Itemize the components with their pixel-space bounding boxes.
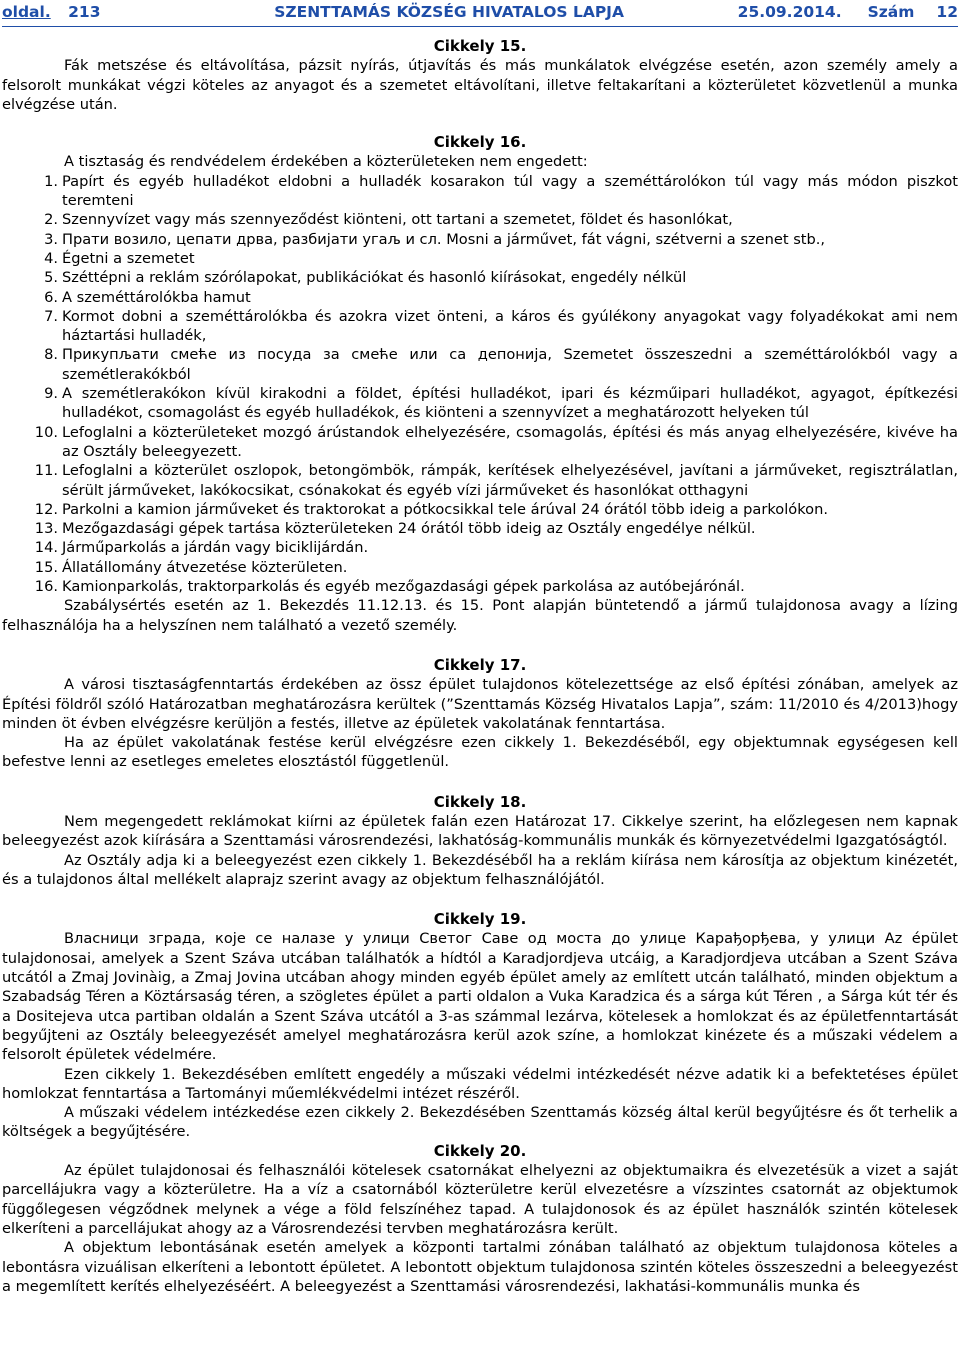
list-item (2, 172, 958, 211)
list-item-text: Mezőgazdasági gépek tartása közterületeken 24 órától több ideig az Osztály engedélye nélkül. (62, 520, 756, 538)
list-item (2, 558, 958, 577)
list-item-text: Papírt és egyéb hulladékot eldobni a hulladék kosarakon túl vagy a szeméttárolókon túl vagy más módon piszkot teremteni (62, 172, 958, 210)
issue-info (738, 2, 958, 26)
article-17-title: Cikkely 17. (433, 655, 527, 674)
list-item-number: 12. (34, 500, 58, 518)
list-item-number: 6. (44, 288, 58, 306)
list-item-number: 4. (44, 249, 58, 267)
publication-title: SZENTTAMÁS KÖZSÉG HIVATALOS LAPJA (274, 3, 624, 21)
list-item-text: Lefoglalni a közterületeket mozgó árústandok elhelyezésére, csomagolás, építési és más anyag elhelyezésére, kivéve ha az Osztály beleegyezett. (62, 423, 958, 460)
list-item-number: 13. (34, 520, 58, 538)
list-item-number: 15. (34, 558, 58, 576)
page-label (2, 2, 100, 26)
list-item-number: 11. (34, 462, 58, 480)
list-item-text: Прати возило, цепати дрва, разбијати угаљ и сл. Mosni a járművet, fát vágni, szétverni a szenet stb., (62, 230, 826, 248)
article-17-paragraph-2: Ha az épület vakolatának festése kerül elvégzésre ezen cikkely 1. Bekezdéséből, egy objektumnak egységesen kell befestve lenni az esetleges emeletes elosztástól függetlenül. (2, 734, 958, 771)
article-17-paragraph-1: A városi tisztaságfenntartás érdekében az össz épület tulajdonos kötelezettsége az első építési zónában, amelyek az Építési földről szóló Határozatban meghatározásra kerültek (”Szenttamás Község Hivatalos Lapja”, szám: 11/2010 és 4/2013)hogy minden öt évben elvégzésre kerüljön a festés, illetve az épületek vakolatának fenntartása. (2, 676, 958, 732)
list-item-text: Szennyvízet vagy más szennyeződést kiönteni, ott tartani a szemetet, földet és hasonlókat, (62, 211, 733, 229)
list-item-number: 7. (44, 307, 58, 325)
page-header (2, 0, 958, 27)
issue-label: Szám (867, 3, 915, 21)
list-item (2, 307, 958, 346)
article-18-title: Cikkely 18. (433, 792, 527, 811)
list-item (2, 230, 958, 249)
page-label-text: oldal. (2, 3, 51, 21)
document-page (2, 0, 958, 1296)
article-20-paragraph-2: A objektum lebontásának esetén amelyek a központi tartalmi zónában található az objektum tulajdonosa köteles a lebontásra vizuálisan elkeríteni a lebontott épületet. A lebontott objektum tulajdonosa szintén köteles összeszedni a beleegyezést a megemlített kerítés elhelyezéséért. A beleegyezést a Szenttamási városrendezési, lakhatási-kommunális munka és (2, 1239, 958, 1295)
list-item-text: Прикупљати смеће из посуда за смеће или са депонија, Szemetet összeszedni a szeméttárolókból vagy a szemétlerakókból (62, 346, 958, 383)
list-item-text: Állatállomány átvezetése közterületen. (62, 558, 348, 576)
list-item (2, 538, 958, 557)
list-item-number: 5. (44, 269, 58, 287)
page-number: 213 (68, 3, 101, 21)
list-item (2, 577, 958, 596)
article-18-paragraph-1: Nem megengedett reklámokat kiírni az épületek falán ezen Határozat 17. Cikkelye szerint, ha előzlegesen nem kapnak beleegyezést azok kiírására a Szenttamási városrendezési, lakhatóság-kommunális munkák és környezetvédelmi Igazgatóságtól. (2, 812, 958, 850)
list-item (2, 423, 958, 462)
list-item (2, 384, 958, 423)
list-item (2, 268, 958, 287)
list-item (2, 519, 958, 538)
list-item-number: 3. (44, 230, 58, 248)
list-item-number: 14. (34, 539, 58, 557)
article-16-closing: Szabálysértés esetén az 1. Bekezdés 11.12.13. és 15. Pont alapján büntetendő a jármű tulajdonosa avagy a lízing felhasználója ha a helyszínen nem található a vezető személy. (2, 597, 958, 634)
list-item-text: Széttépni a reklám szórólapokat, publikációkat és hasonló kiírásokat, engedély nélkül (62, 269, 687, 287)
article-19-title: Cikkely 19. (433, 910, 527, 929)
list-item-text: Parkolni a kamion járműveket és traktorokat a pótkocsikkal tele árúval 24 órától több ideig a parkolókon. (62, 500, 828, 518)
issue-number: 12 (936, 3, 958, 21)
article-19-paragraph-1: Власници зграда, које се налазе у улици Светог Саве од моста до улице Карађорђева, у улици Az épület tulajdonosai, amelyek a Szent Száva utcában találhatók a hídtól a Karadjordjeva utcáig, a Karadjordjeva utcában a Szent Száva utcától a Zmaj Jovinàig, a Zmaj Jovina utcában ahogy minden egyéb épület amely az említett utcán található, minden objektum a Szabadság Téren a Köztársaság téren, a szögletes épület a parti oldalon a Vuka Karadzica és a sárga kút Téren , a Sárga kút tér és a Dositejeva utca partiban oldalán a Szent Száva utcától a 3-as számmal lezárva, kötelesek a homlokzat és az épületfenntartását begyűjteni az Osztály beleegyezését amelyel meghatározásra kerül azok színe, a homlokzat kinézete és a műszaki védelem a felsorolt épületek védelmére. (2, 930, 958, 1064)
list-item-text: Égetni a szemetet (62, 249, 195, 267)
issue-number-group (868, 2, 958, 26)
list-item-number: 10. (34, 423, 58, 441)
list-item (2, 461, 958, 500)
list-item-text: Kormot dobni a szeméttárolókba és azokra vizet önteni, a káros és gyúlékony anyagokat vagy folyadékokat ami nem háztartási hulladék, (62, 307, 958, 345)
list-item-number: 16. (34, 578, 58, 596)
list-item (2, 500, 958, 519)
article-16-title: Cikkely 16. (433, 133, 527, 152)
list-item (2, 345, 958, 384)
list-item-text: A szeméttárolókba hamut (62, 288, 251, 306)
article-15-text: Fák metszése és eltávolítása, pázsit nyírás, útjavítás és más munkálatok elvégzése esetén, azon személy amely a felsorolt munkákat végzi köteles az anyagot és a szemetet eltávolítani, illetve feltakarítani a közterületet közvetlenül a munka elvégzése után. (2, 57, 958, 113)
list-item-text: Kamionparkolás, traktorparkolás és egyéb mezőgazdasági gépek parkolása az autóbejárónál. (62, 578, 745, 596)
article-15-title: Cikkely 15. (433, 37, 527, 55)
article-16-intro: A tisztaság és rendvédelem érdekében a közterületeken nem engedett: (64, 153, 588, 171)
list-item-text: Lefoglalni a közterület oszlopok, betongömbök, rámpák, kerítések elhelyezésével, javítani a járműveket, regisztrálatlan, sérült járműveket, lakókocsikat, csónakokat és egyéb vízi járműveket és hasonlókat otthagyni (62, 462, 958, 499)
article-19-paragraph-3: A műszaki védelem intézkedése ezen cikkely 2. Bekezdésében Szenttamás község által kerül begyűjtésre és őt terhelik a költségek a begyűjtésére. (2, 1104, 958, 1141)
list-item (2, 210, 958, 229)
list-item (2, 249, 958, 268)
article-19-paragraph-2: Ezen cikkely 1. Bekezdésében említett engedély a műszaki védelmi intézkedését nézve adatik ki a befektetéses épület homlokzat fenntartása a Tartományi műemlékvédelmi intézet részéről. (2, 1065, 958, 1102)
article-16-list (2, 172, 958, 597)
article-20-paragraph-1: Az épület tulajdonosai és felhasználói kötelesek csatornákat elhelyezni az objektumaikra és elvezetésük a vizet a saját parcellájukra vagy a közterületre. Ha a víz a csatornából közterületre kerül elvezetésre a vízszintes csatornát az objektumok függőlegesen végződnek melynek a vége a föld felszínéhez tapad. A tulajdonosok és az épület használók szintén kötelesek elkeríteni a parcellájukat ahogy az a Városrendezési tervben meghatározásra került. (2, 1162, 958, 1237)
list-item (2, 288, 958, 307)
list-item-text: A szemétlerakókon kívül kirakodni a földet, építési hulladékot, ipari és kézműipari hulladékot, agyagot, építkezési hulladékot, csomagolást és egyéb hulladékok, és kiönteni a szennyvízet a meghatározott helyeken túl (62, 385, 958, 422)
list-item-number: 2. (44, 211, 58, 229)
issue-date: 25.09.2014. (737, 3, 842, 21)
list-item-number: 9. (44, 385, 58, 403)
list-item-number: 8. (44, 346, 58, 364)
list-item-text: Járműparkolás a járdán vagy biciklijárdán. (62, 539, 369, 557)
article-20-title: Cikkely 20. (433, 1141, 527, 1160)
article-18-paragraph-2: Az Osztály adja ki a beleegyezést ezen cikkely 1. Bekezdéséből ha a reklám kiírása nem károsítja az objektum kinézetét, és a tulajdonos által mellékelt alaprajz szerint avagy az objektum felhasználójától. (2, 851, 958, 888)
list-item-number: 1. (44, 172, 58, 190)
